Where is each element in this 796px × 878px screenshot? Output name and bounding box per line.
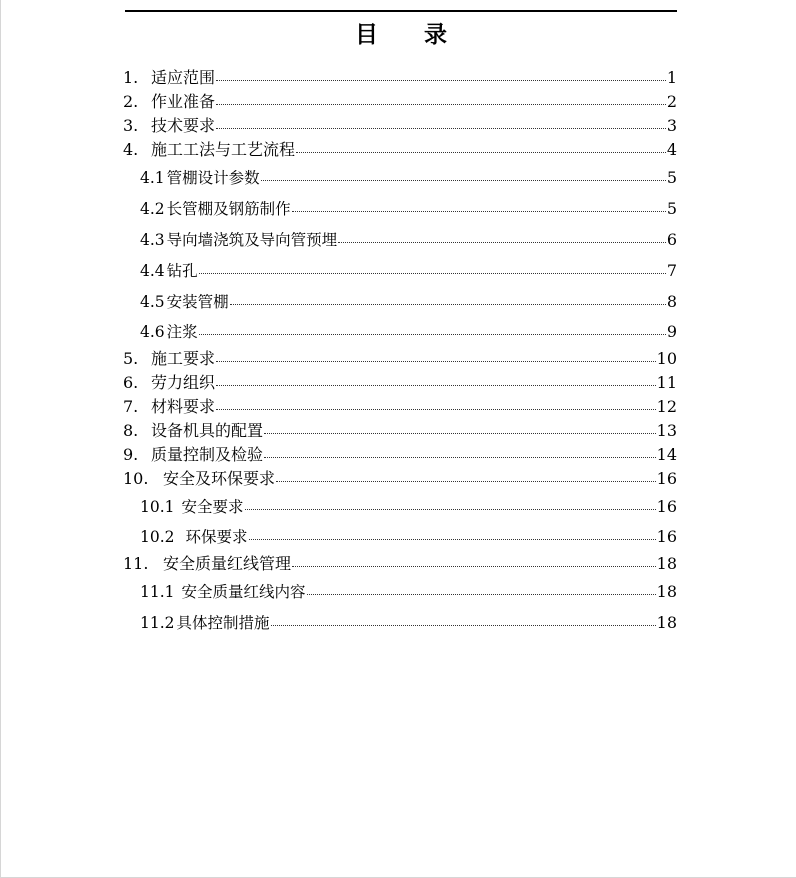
toc-entry-title: 具体控制措施 [176,614,270,632]
toc-entry-10-2[interactable] [123,522,677,552]
toc-entry-title: 安全质量红线内容 [181,583,306,601]
toc-entry-8[interactable] [123,419,677,443]
toc-entry-2[interactable] [123,90,677,114]
toc-entry-11[interactable] [123,552,677,576]
toc-entry-number: 1. [123,68,139,87]
toc-entry-title: 设备机具的配置 [151,421,264,440]
toc-leader-dots [216,381,656,386]
toc-entry-5[interactable] [123,347,677,371]
toc-entry-number: 11.1 [140,583,175,601]
toc-entry-page: 18 [656,582,677,601]
toc-entry-title: 施工工法与工艺流程 [151,140,296,159]
toc-leader-dots [264,453,656,458]
toc-leader-dots [245,505,656,510]
toc-entry-title: 施工要求 [151,349,216,368]
toc-entry-page: 16 [656,469,677,488]
toc-leader-dots [261,176,666,181]
toc-entry-page: 9 [666,322,677,341]
toc-entry-7[interactable] [123,395,677,419]
toc-entry-number: 4.2 [140,200,165,218]
toc-entry-title: 适应范围 [151,68,216,87]
toc-leader-dots [216,100,666,105]
toc-entry-title: 安全及环保要求 [163,469,276,488]
toc-entry-title: 劳力组织 [151,373,216,392]
toc-entry-page: 1 [666,68,677,87]
toc-entry-page: 4 [666,140,677,159]
toc-entry-page: 12 [656,397,677,416]
toc-entry-title: 技术要求 [151,116,216,135]
toc-entry-4-4[interactable] [123,255,677,286]
toc-leader-dots [307,590,656,595]
toc-entry-title: 安装管棚 [166,293,229,311]
toc-entry-number: 3. [123,116,139,135]
toc-leader-dots [216,76,666,81]
toc-entry-number: 4.3 [140,231,165,249]
toc-entry-number: 2. [123,92,139,111]
toc-entry-page: 8 [666,292,677,311]
toc-leader-dots [199,330,666,335]
toc-entry-page: 10 [656,349,677,368]
toc-entry-page: 16 [656,497,677,516]
toc-entry-title: 材料要求 [151,397,216,416]
toc-leader-dots [271,621,656,626]
toc-entry-6[interactable] [123,371,677,395]
toc-entry-11-1[interactable] [123,576,677,607]
toc-entry-page: 11 [656,373,677,392]
toc-entry-number: 4.6 [140,323,165,341]
toc-entry-4-1[interactable] [123,162,677,193]
toc-entry-number: 4. [123,140,139,159]
table-of-contents [123,66,677,638]
toc-leader-dots [292,207,666,212]
toc-leader-dots [216,124,666,129]
toc-entry-number: 5. [123,349,139,368]
toc-entry-title: 管棚设计参数 [166,169,260,187]
toc-entry-10[interactable] [123,467,677,491]
toc-entry-number: 8. [123,421,139,440]
toc-leader-dots [249,535,656,540]
toc-entry-title: 长管棚及钢筋制作 [166,200,291,218]
toc-entry-1[interactable] [123,66,677,90]
toc-entry-title: 环保要求 [185,528,248,546]
toc-entry-number: 7. [123,397,139,416]
toc-leader-dots [230,300,666,305]
toc-entry-number: 6. [123,373,139,392]
toc-entry-10-1[interactable] [123,491,677,522]
toc-entry-number: 10.2 [140,528,175,546]
toc-leader-dots [264,429,656,434]
toc-entry-4-6[interactable] [123,317,677,347]
title-char-2: 录 [424,21,447,48]
toc-entry-title: 作业准备 [151,92,216,111]
toc-entry-3[interactable] [123,114,677,138]
toc-entry-number: 10. [123,469,149,488]
toc-leader-dots [216,357,656,362]
toc-entry-page: 14 [656,445,677,464]
toc-entry-4-3[interactable] [123,224,677,255]
toc-entry-number: 4.5 [140,293,165,311]
toc-entry-title: 钻孔 [166,262,198,280]
toc-entry-page: 16 [656,527,677,546]
toc-leader-dots [338,238,666,243]
toc-entry-page: 18 [656,554,677,573]
toc-entry-number: 11. [123,554,149,573]
toc-entry-11-2[interactable] [123,607,677,638]
toc-leader-dots [199,269,666,274]
toc-entry-title: 质量控制及检验 [151,445,264,464]
toc-entry-page: 7 [666,261,677,280]
toc-entry-number: 10.1 [140,498,175,516]
toc-entry-number: 4.4 [140,262,165,280]
toc-entry-number: 4.1 [140,169,165,187]
toc-entry-title: 注浆 [166,323,198,341]
toc-entry-page: 5 [666,168,677,187]
toc-entry-page: 18 [656,613,677,632]
toc-leader-dots [216,405,656,410]
toc-entry-number: 11.2 [140,614,175,632]
toc-entry-4[interactable] [123,138,677,162]
toc-entry-4-2[interactable] [123,193,677,224]
toc-leader-dots [292,562,656,567]
toc-entry-title: 安全质量红线管理 [163,554,292,573]
toc-entry-page: 2 [666,92,677,111]
toc-entry-page: 3 [666,116,677,135]
toc-entry-page: 13 [656,421,677,440]
toc-entry-4-5[interactable] [123,286,677,317]
toc-entry-number: 9. [123,445,139,464]
toc-entry-9[interactable] [123,443,677,467]
page-title [125,20,677,50]
toc-entry-page: 5 [666,199,677,218]
toc-leader-dots [296,148,666,153]
toc-entry-page: 6 [666,230,677,249]
toc-entry-title: 安全要求 [181,498,244,516]
toc-entry-title: 导向墙浇筑及导向管预埋 [166,231,338,249]
toc-leader-dots [276,477,656,482]
title-char-1: 目 [355,21,378,48]
header-rule [125,10,677,12]
